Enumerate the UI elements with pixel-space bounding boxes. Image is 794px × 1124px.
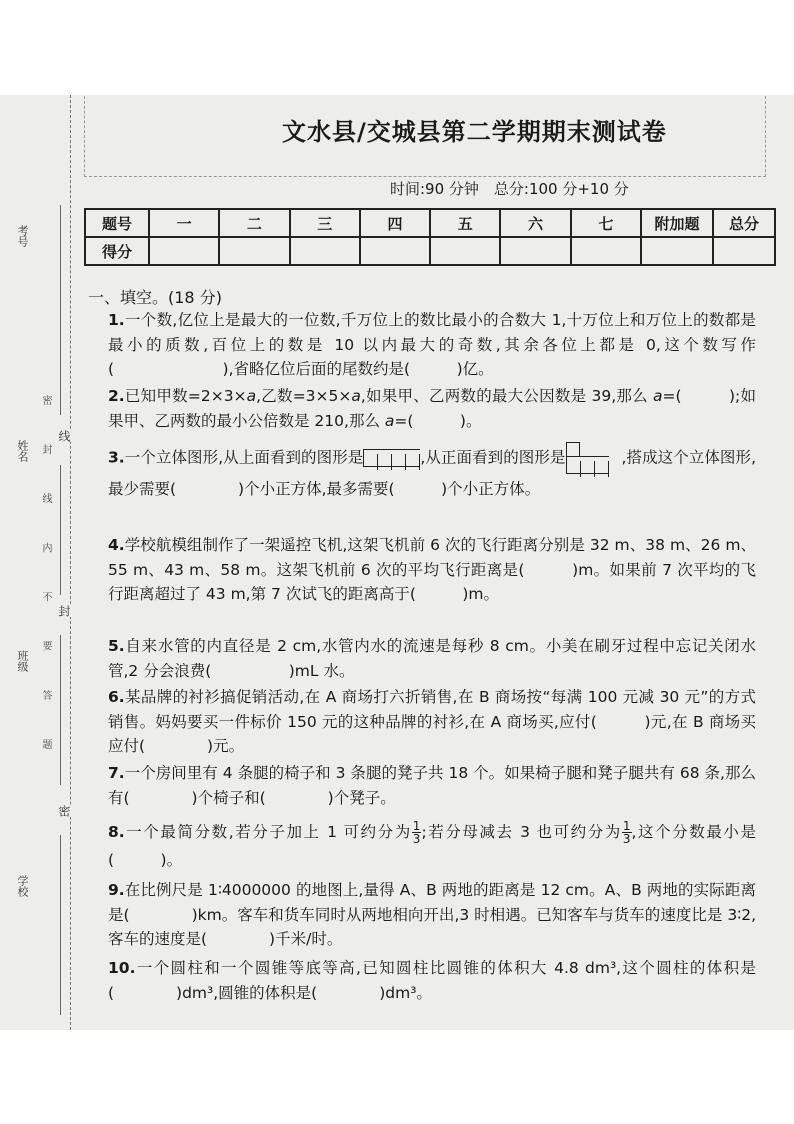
question-3 <box>108 442 756 504</box>
question-number: 9. <box>108 881 125 899</box>
fraction-denominator: 3 <box>622 832 631 846</box>
score-table-header-row <box>85 209 775 237</box>
binding-line <box>60 465 61 595</box>
question-number: 5. <box>108 637 125 655</box>
variable-a: a <box>653 387 663 405</box>
binding-mark-secret: 密 <box>57 805 71 817</box>
binding-line <box>60 205 61 415</box>
question-8 <box>108 818 756 874</box>
question-6 <box>108 685 756 759</box>
score-input-cell[interactable] <box>290 237 360 265</box>
score-cell: 二 <box>219 209 289 237</box>
question-9 <box>108 878 756 952</box>
score-input-cell[interactable] <box>571 237 641 265</box>
binding-label-school: 学校 <box>16 875 29 897</box>
score-cell: 附加题 <box>641 209 713 237</box>
binding-margin <box>2 95 71 1030</box>
question-text: 某品牌的衬衫搞促销活动,在 A 商场打六折销售,在 B 商场按“每满 100 元减 30 元”的方式销售。妈妈要买一件标价 150 元的这种品牌的衬衫,在 A 商场买,应付( )元,在 B 商场买应付( )元。 <box>108 688 756 755</box>
question-text: 一个房间里有 4 条腿的椅子和 3 条腿的凳子共 18 个。如果椅子腿和凳子腿共有 68 条,那么有( )个椅子和( )个凳子。 <box>108 764 756 807</box>
question-text: ,搭成这个立体图形,最少需要( )个小正方体,最多需要( )个小正方体。 <box>108 448 756 498</box>
question-number: 2. <box>108 387 125 405</box>
binding-label-class: 班级 <box>16 650 29 672</box>
question-7 <box>108 761 756 810</box>
section-heading: 一、填空。(18 分) <box>88 288 222 307</box>
question-text: 一个数,亿位上是最大的一位数,千万位上的数比最小的合数大 1,十万位上和万位上的数都是最小的质数,百位上的数是 10 以内最大的奇数,其余各位上都是 0,这个数写作( ),省略亿位后面的尾数约是( )亿。 <box>108 311 756 378</box>
exam-title: 文水县/交城县第二学期期末测试卷 <box>282 118 667 146</box>
question-5 <box>108 634 756 683</box>
score-cell: 六 <box>500 209 570 237</box>
score-input-cell[interactable] <box>360 237 430 265</box>
fraction-one-third <box>622 820 632 845</box>
fraction-numerator: 1 <box>412 819 421 833</box>
score-cell: 五 <box>430 209 500 237</box>
binding-label-name: 姓名 <box>16 440 29 462</box>
question-text: ,这个分数最小是( )。 <box>108 823 756 869</box>
score-input-cell[interactable] <box>713 237 775 265</box>
score-input-cell[interactable] <box>500 237 570 265</box>
binding-notice: 密 封 线 内 不 要 答 题 <box>40 395 51 768</box>
binding-line <box>60 835 61 1015</box>
score-cell: 得分 <box>85 237 149 265</box>
question-4 <box>108 533 756 607</box>
question-number: 8. <box>108 823 125 841</box>
question-text: 一个立体图形,从上面看到的图形是 <box>124 448 364 467</box>
score-input-cell[interactable] <box>641 237 713 265</box>
fraction-denominator: 3 <box>412 832 421 846</box>
front-view-figure <box>566 442 622 474</box>
question-number: 7. <box>108 764 125 782</box>
question-text: ,从正面看到的图形是 <box>420 448 566 467</box>
score-table-score-row <box>85 237 775 265</box>
question-10 <box>108 956 756 1005</box>
question-1 <box>108 308 756 382</box>
top-view-figure <box>363 449 420 467</box>
score-input-cell[interactable] <box>149 237 219 265</box>
question-text: =( );如果甲、乙两数的最小公倍数是 210,那么 <box>108 387 757 430</box>
question-text: 一个最简分数,若分子加上 1 可约分为 <box>124 823 412 841</box>
question-number: 6. <box>108 688 125 706</box>
binding-mark-line: 线 <box>57 430 71 442</box>
fraction-one-third <box>412 820 422 845</box>
binding-label-exam-number: 考号 <box>16 225 29 247</box>
time-score-info: 时间:90 分钟 总分:100 分+10 分 <box>390 180 629 198</box>
question-number: 3. <box>108 448 125 467</box>
score-cell: 题号 <box>85 209 149 237</box>
binding-mark-seal: 封 <box>57 605 71 617</box>
score-input-cell[interactable] <box>219 237 289 265</box>
score-cell: 三 <box>290 209 360 237</box>
variable-a: a <box>351 387 361 405</box>
score-cell: 四 <box>360 209 430 237</box>
binding-line <box>60 635 61 785</box>
question-text: ;若分母减去 3 也可约分为 <box>421 823 622 841</box>
question-text: 在比例尺是 1∶4000000 的地图上,量得 A、B 两地的距离是 12 cm。A、B 两地的实际距离是( )km。客车和货车同时从两地相向开出,3 时相遇。已知客车与货车的速度比是 3∶2,客车的速度是( )千米/时。 <box>108 881 756 948</box>
question-text: 自来水管的内直径是 2 cm,水管内水的流速是每秒 8 cm。小美在刷牙过程中忘记关闭水管,2 分会浪费( )mL 水。 <box>108 637 756 680</box>
question-number: 10. <box>108 959 136 977</box>
variable-a: a <box>384 411 395 430</box>
question-number: 4. <box>108 536 125 554</box>
question-2 <box>108 384 756 433</box>
score-cell: 总分 <box>713 209 775 237</box>
question-text: 一个圆柱和一个圆锥等底等高,已知圆柱比圆锥的体积大 4.8 dm³,这个圆柱的体积是( )dm³,圆锥的体积是( )dm³。 <box>108 959 756 1002</box>
question-text: ,乙数=3×5× <box>256 387 352 405</box>
question-text: =( )。 <box>394 411 482 430</box>
question-text: 学校航模组制作了一架遥控飞机,这架飞机前 6 次的飞行距离分别是 32 m、38 m、26 m、55 m、43 m、58 m。这架飞机前 6 次的平均飞行距离是( )m。如果前 7 次平均的飞行距离超过了 43 m,第 7 次试飞的距离高于( )m。 <box>108 536 756 603</box>
score-table <box>84 208 776 266</box>
question-text: 已知甲数=2×3× <box>124 387 247 405</box>
score-cell: 一 <box>149 209 219 237</box>
score-cell: 七 <box>571 209 641 237</box>
question-number: 1. <box>108 311 125 329</box>
score-input-cell[interactable] <box>430 237 500 265</box>
variable-a: a <box>246 387 257 405</box>
fraction-numerator: 1 <box>622 819 631 833</box>
question-text: ,如果甲、乙两数的最大公因数是 39,那么 <box>360 387 654 405</box>
